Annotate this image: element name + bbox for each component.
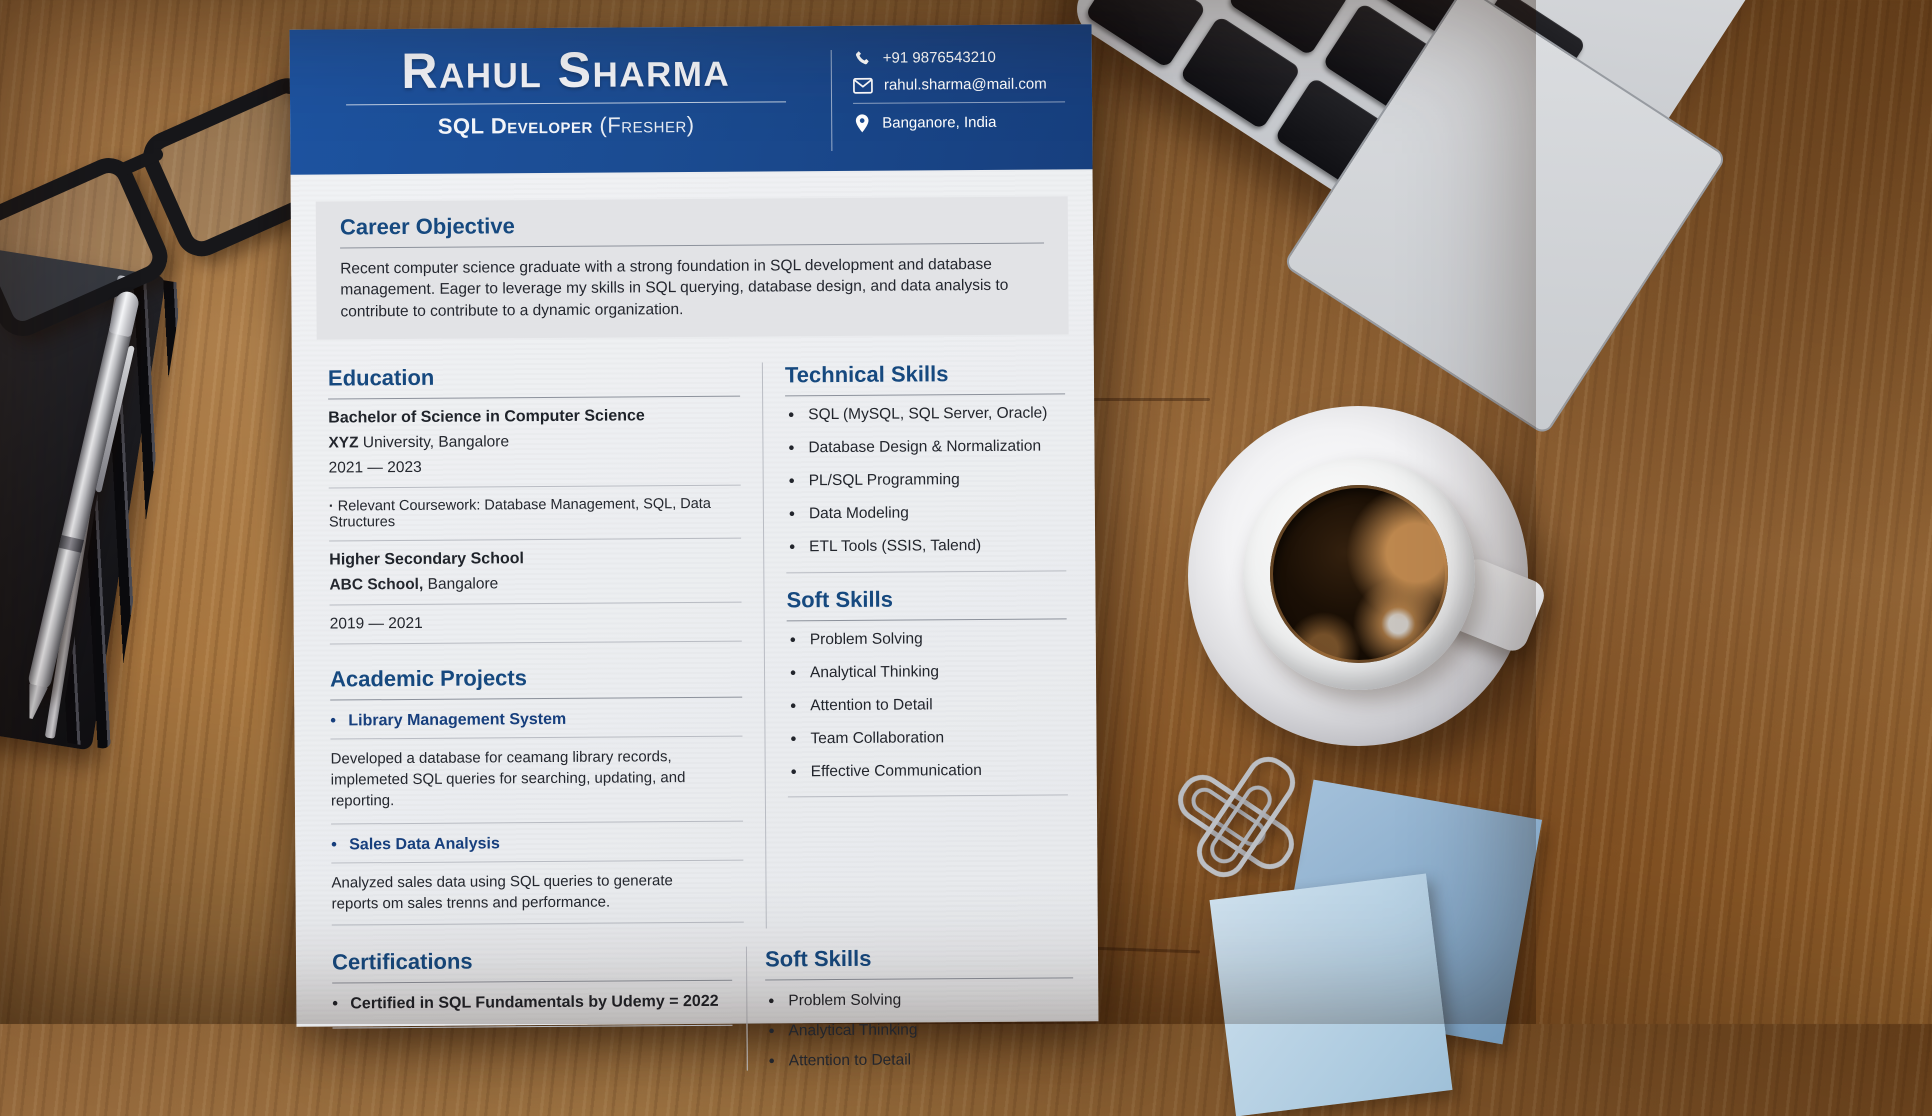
divider <box>329 538 741 542</box>
skill-item: • Analytical Thinking <box>787 663 1067 683</box>
education-dates-1: 2021 — 2023 <box>328 459 422 477</box>
project-description: Developed a database for ceamang library records, implemeted SQL queries for searching, updating, and reporting. <box>330 748 686 810</box>
soft-skills-title: Soft Skills <box>786 586 1066 622</box>
header-divider <box>346 101 786 105</box>
contact-location-row <box>853 111 1065 133</box>
divider <box>331 821 743 825</box>
skill-item: • Data Modeling <box>786 504 1066 524</box>
skill-item: • Team Collaboration <box>787 729 1067 749</box>
sticky-note-light-blue <box>1210 874 1453 1116</box>
envelope-icon <box>853 77 873 93</box>
contact-phone: +91 9876543210 <box>882 48 996 67</box>
education-school-1 <box>328 432 740 453</box>
skill-item: • ETL Tools (SSIS, Talend) <box>786 537 1066 557</box>
contact-email-row <box>853 75 1065 93</box>
certifications-column <box>332 933 733 1074</box>
resume-columns <box>328 351 1073 936</box>
column-divider <box>762 363 767 929</box>
soft-skills-list <box>787 630 1068 782</box>
education-coursework: · Relevant Coursework: Database Management, SQL, Data Structures <box>329 496 741 531</box>
resume-document <box>290 24 1099 1070</box>
contact-divider <box>853 101 1065 103</box>
laptop-key <box>1085 0 1207 68</box>
skill-item: • Analytical Thinking <box>765 1020 1073 1040</box>
pen-band <box>59 535 84 553</box>
technical-skills-title: Technical Skills <box>785 361 1065 397</box>
skill-item: • Attention to Detail <box>766 1050 1074 1070</box>
contact-location: Banganore, India <box>882 113 997 132</box>
candidate-title <box>332 111 800 140</box>
education-title: Education <box>328 363 740 400</box>
divider <box>786 571 1066 574</box>
education-degree-1: Bachelor of Science in Computer Science <box>328 407 645 427</box>
project-name: • Library Management System <box>330 710 742 740</box>
skill-item: • Effective Communication <box>788 762 1068 782</box>
left-column <box>328 353 744 936</box>
contact-block <box>853 47 1066 142</box>
certification-item: • Certified in SQL Fundamentals by Udemy = 2022 <box>332 993 732 1014</box>
coffee-crema-foam <box>1270 485 1448 663</box>
academic-projects-title: Academic Projects <box>330 664 742 701</box>
certifications-title: Certifications <box>332 947 732 984</box>
divider <box>332 922 744 926</box>
project-name: • Sales Data Analysis <box>331 834 743 864</box>
bottom-row <box>332 930 1074 1073</box>
laptop <box>1066 0 1873 322</box>
wood-plank-groove <box>1090 398 1210 401</box>
divider <box>788 795 1068 798</box>
divider <box>329 485 741 489</box>
education-school-1-bold: XYZ <box>328 434 359 452</box>
header-identity <box>332 42 801 140</box>
education-school-2 <box>329 574 741 595</box>
header-vertical-divider <box>831 50 833 151</box>
skill-item: • Database Design & Normalization <box>785 438 1065 458</box>
right-column <box>785 351 1073 933</box>
bottom-column-divider <box>746 947 748 1071</box>
contact-email: rahul.sharma@mail.com <box>883 75 1047 94</box>
divider <box>330 641 742 645</box>
map-pin-icon <box>853 113 871 134</box>
skill-item: • Problem Solving <box>765 990 1073 1010</box>
candidate-title-main: SQL Developer <box>437 112 593 139</box>
career-objective-text: Recent computer science graduate with a strong foundation in SQL development and database management. Eager to leverage my skills in SQL querying, database design, and data analysis to contribute to contribute to a dynamic organization. <box>340 255 1009 321</box>
technical-skills-list <box>785 405 1066 557</box>
candidate-title-sub: (Fresher) <box>592 111 695 138</box>
education-degree-2: Higher Secondary School <box>329 550 525 569</box>
education-school-1-rest: University, Bangalore <box>358 433 510 452</box>
career-objective-title: Career Objective <box>340 210 1044 249</box>
education-dates-2: 2019 — 2021 <box>329 615 423 633</box>
skill-item: • PL/SQL Programming <box>786 471 1066 491</box>
candidate-name: Rahul Sharma <box>401 40 731 100</box>
divider <box>330 602 742 606</box>
skill-item: • Problem Solving <box>787 630 1067 650</box>
soft-skills-bottom-title: Soft Skills <box>765 944 1073 980</box>
contact-phone-row <box>853 47 1065 67</box>
phone-icon <box>853 49 872 68</box>
soft-skills-bottom-column <box>765 930 1074 1070</box>
divider <box>332 1025 732 1029</box>
education-school-2-bold: ABC School, <box>329 576 424 594</box>
education-school-2-rest: Bangalore <box>423 575 499 594</box>
soft-skills-bottom-list <box>765 990 1074 1070</box>
skill-item: • Attention to Detail <box>787 696 1067 716</box>
skill-item: • SQL (MySQL, SQL Server, Oracle) <box>785 405 1065 425</box>
project-description: Analyzed sales data using SQL queries to generate reports om sales trenns and performance. <box>331 872 673 913</box>
coffee-liquid <box>1270 485 1448 663</box>
career-objective-section <box>316 196 1069 339</box>
resume-header <box>290 24 1093 175</box>
